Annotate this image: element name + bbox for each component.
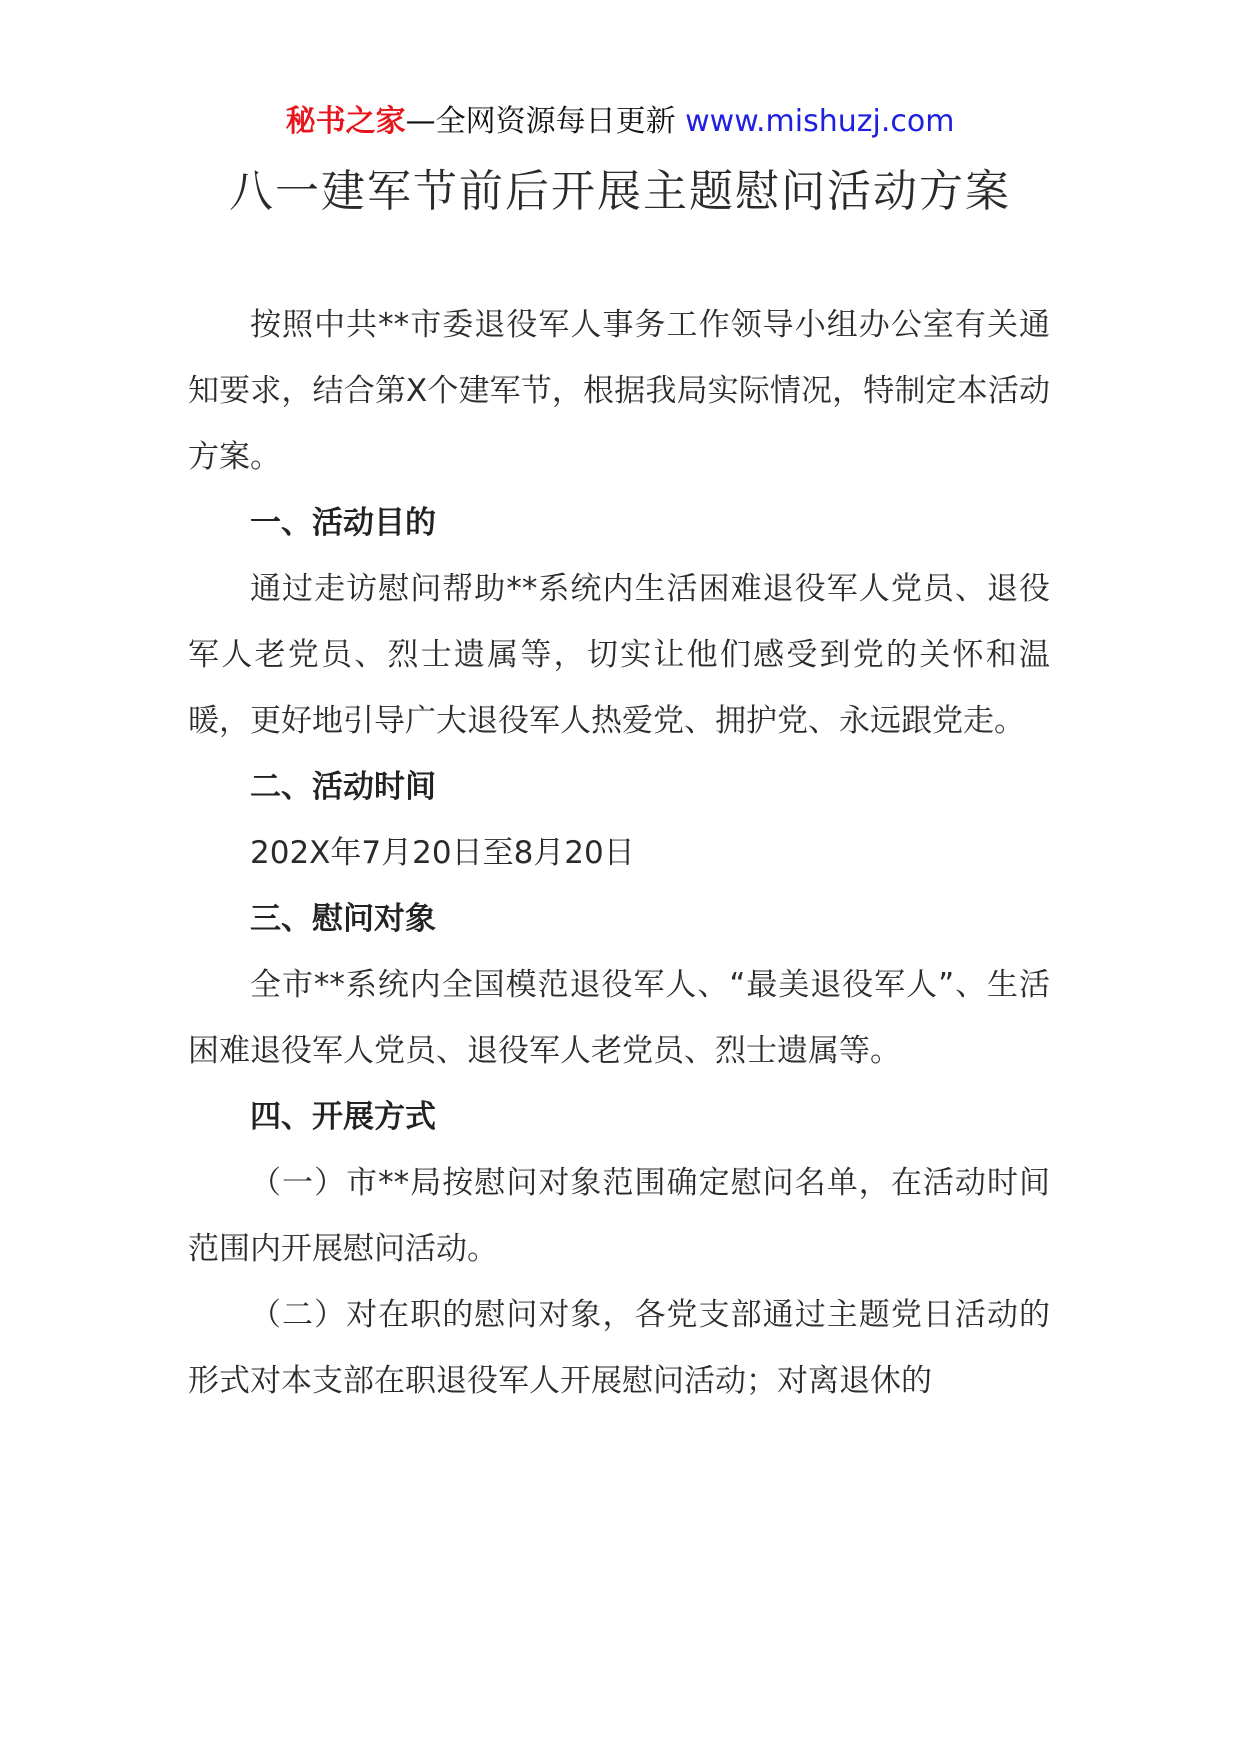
section-paragraph: 通过走访慰问帮助**系统内生活困难退役军人党员、退役军人老党员、烈士遗属等，切实让他们感受到党的关怀和温暖，更好地引导广大退役军人热爱党、拥护党、永远跟党走。 [188, 571, 1050, 739]
section-heading-purpose: 一、活动目的 [250, 505, 436, 541]
document-body [188, 292, 1050, 1414]
section-paragraph: （一）市**局按慰问对象范围确定慰问名单，在活动时间范围内开展慰问活动。 [188, 1165, 1050, 1267]
section-heading-time: 二、活动时间 [250, 769, 436, 805]
brand-slogan: —全网资源每日更新 [405, 104, 676, 139]
section-paragraph: 全市**系统内全国模范退役军人、“最美退役军人”、生活困难退役军人党员、退役军人老党员、烈士遗属等。 [188, 967, 1050, 1069]
section-heading-methods: 四、开展方式 [250, 1099, 436, 1135]
site-link[interactable]: www.mishuzj.com [685, 104, 955, 139]
document-title: 八一建军节前后开展主题慰问活动方案 [229, 166, 1011, 217]
section-paragraph: （二）对在职的慰问对象，各党支部通过主题党日活动的形式对本支部在职退役军人开展慰问活动；对离退休的 [188, 1297, 1050, 1399]
brand-name: 秘书之家 [285, 104, 406, 139]
section-paragraph: 202X年7月20日至8月20日 [250, 835, 635, 871]
watermark-header [0, 100, 1240, 144]
section-heading-targets: 三、慰问对象 [250, 901, 436, 937]
intro-paragraph: 按照中共**市委退役军人事务工作领导小组办公室有关通知要求，结合第X个建军节，根据我局实际情况，特制定本活动方案。 [188, 307, 1050, 475]
